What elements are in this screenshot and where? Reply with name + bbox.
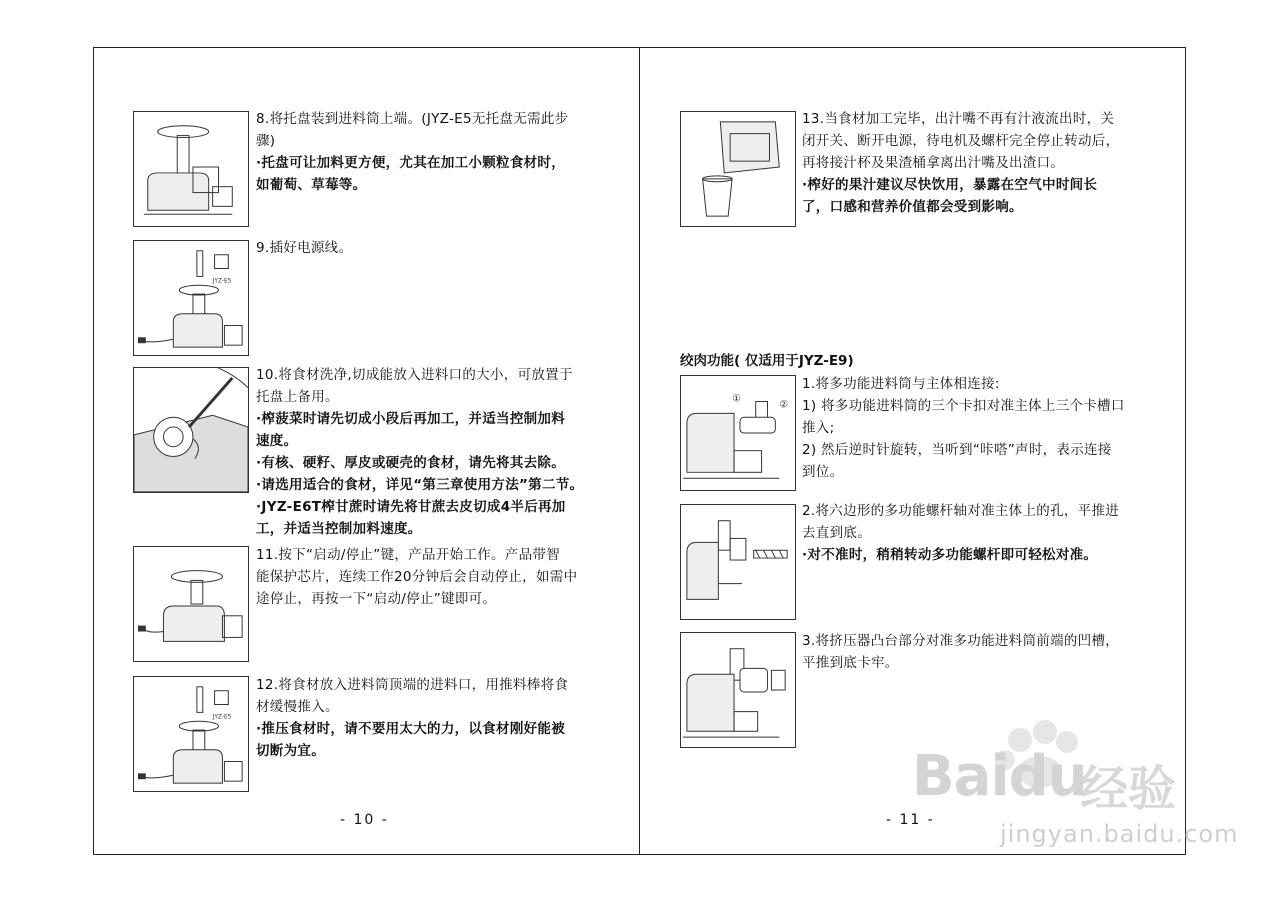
mince-step1-text (802, 373, 1172, 483)
step9-text (256, 237, 626, 259)
mince-step3-figure (680, 632, 796, 748)
attach-extruder-illustration (681, 633, 795, 747)
step8-figure (133, 111, 249, 227)
step10-text (256, 364, 626, 540)
step13-line: 闭开关、断开电源，待电机及螺杆完全停止转动后， (802, 133, 1120, 149)
juicer-start-illustration (134, 547, 248, 661)
step8-note: 如葡萄、草莓等。 (256, 177, 367, 193)
step10-note: 工，并适当控制加料速度。 (256, 521, 422, 537)
step12-note: ·推压食材时，请不要用太大的力，以食材刚好能被 (256, 721, 566, 737)
step12-line: 材缓慢推入。 (256, 699, 339, 715)
step12-note: 切断为宜。 (256, 743, 325, 759)
mince-step1-line: 推入; (802, 420, 835, 436)
step13-note: 了，口感和营养价值都会受到影响。 (802, 199, 1023, 215)
step9-model-label: JYZ-E5 (212, 278, 232, 285)
watermark-brand-cn: 经验 (1080, 761, 1177, 817)
step10-note: 速度。 (256, 433, 298, 449)
step10-note: ·有核、硬籽、厚皮或硬壳的食材，请先将其去除。 (256, 455, 566, 471)
step13-line: 13.当食材加工完毕，出汁嘴不再有汁液流出时，关 (802, 111, 1115, 127)
juice-cup-illustration (681, 112, 795, 226)
mince-step3-line: 3.将挤压器凸台部分对准多功能进料筒前端的凹槽， (802, 633, 1120, 649)
step11-figure (133, 546, 249, 662)
step8-line: 骤) (256, 133, 276, 149)
step13-text (802, 108, 1172, 218)
step13-note: ·榨好的果汁建议尽快饮用，暴露在空气中时间长 (802, 177, 1098, 193)
step10-figure (133, 367, 249, 493)
mince-step1-line: 1) 将多功能进料筒的三个卡扣对准主体上三个卡槽口 (802, 398, 1125, 414)
step8-line: 8.将托盘装到进料筒上端。(JYZ-E5无托盘无需此步 (256, 111, 569, 127)
step12-model-label: JYZ-E5 (212, 714, 232, 721)
mince-step3-line: 平推到底卡牢。 (802, 655, 899, 671)
step11-line: 能保护芯片，连续工作20分钟后会自动停止，如需中 (256, 569, 578, 585)
step12-line: 12.将食材放入进料筒顶端的进料口，用推料棒将食 (256, 677, 569, 693)
insert-screw-illustration (681, 505, 795, 619)
cutting-food-illustration (134, 368, 248, 492)
mince-step1-marker1: ① (732, 393, 741, 405)
mince-step1-figure (680, 375, 796, 491)
page-divider (639, 47, 640, 855)
step12-text (256, 674, 626, 762)
step11-line: 途停止，再按一下“启动/停止”键即可。 (256, 591, 497, 607)
step11-text (256, 544, 626, 610)
step9-line: 9.插好电源线。 (256, 240, 353, 256)
step10-note: ·JYZ-E6T榨甘蔗时请先将甘蔗去皮切成4半后再加 (256, 499, 566, 515)
mince-step3-text (802, 630, 1172, 674)
juicer-feeding-illustration (134, 677, 248, 791)
mince-step2-line: 2.将六边形的多功能螺杆轴对准主体上的孔，平推进 (802, 503, 1120, 519)
step10-line: 托盘上备用。 (256, 389, 339, 405)
mince-step1-line: 到位。 (802, 464, 844, 480)
step11-line: 11.按下“启动/停止”键，产品开始工作。产品带智 (256, 547, 561, 563)
attach-feed-tube-illustration (681, 376, 795, 490)
step12-figure (133, 676, 249, 792)
step10-note: ·请选用适合的食材，详见“第三章使用方法”第二节。 (256, 477, 584, 493)
mince-step1-line: 2) 然后逆时针旋转，当听到“咔嗒”声时，表示连接 (802, 442, 1112, 458)
watermark-url: jingyan.baidu.com (1000, 820, 1239, 848)
mince-step1-marker2: ② (779, 399, 789, 411)
watermark-brand: Baidu (912, 744, 1087, 809)
step10-line: 10.将食材洗净,切成能放入进料口的大小，可放置于 (256, 367, 573, 383)
step8-text (256, 108, 626, 196)
mince-section-title: 绞肉功能( 仅适用于JYZ-E9) (680, 353, 854, 369)
mince-step2-line: 去直到底。 (802, 525, 871, 541)
mince-step2-figure (680, 504, 796, 620)
page-number-left: - 10 - (340, 812, 389, 828)
step13-line: 再将接汁杯及果渣桶拿离出汁嘴及出渣口。 (802, 155, 1065, 171)
step8-note: ·托盘可让加料更方便，尤其在加工小颗粒食材时， (256, 155, 566, 171)
page-number-right: - 11 - (886, 812, 935, 828)
mince-step2-note: ·对不准时，稍稍转动多功能螺杆即可轻松对准。 (802, 547, 1098, 563)
juicer-power-cord-illustration (134, 241, 248, 355)
step10-note: ·榨菠菜时请先切成小段后再加工，并适当控制加料 (256, 411, 566, 427)
mince-step2-text (802, 500, 1172, 566)
step13-figure (680, 111, 796, 227)
mince-step1-line: 1.将多功能进料筒与主体相连接: (802, 376, 1000, 392)
step9-figure (133, 240, 249, 356)
juicer-with-tray-illustration (134, 112, 248, 226)
